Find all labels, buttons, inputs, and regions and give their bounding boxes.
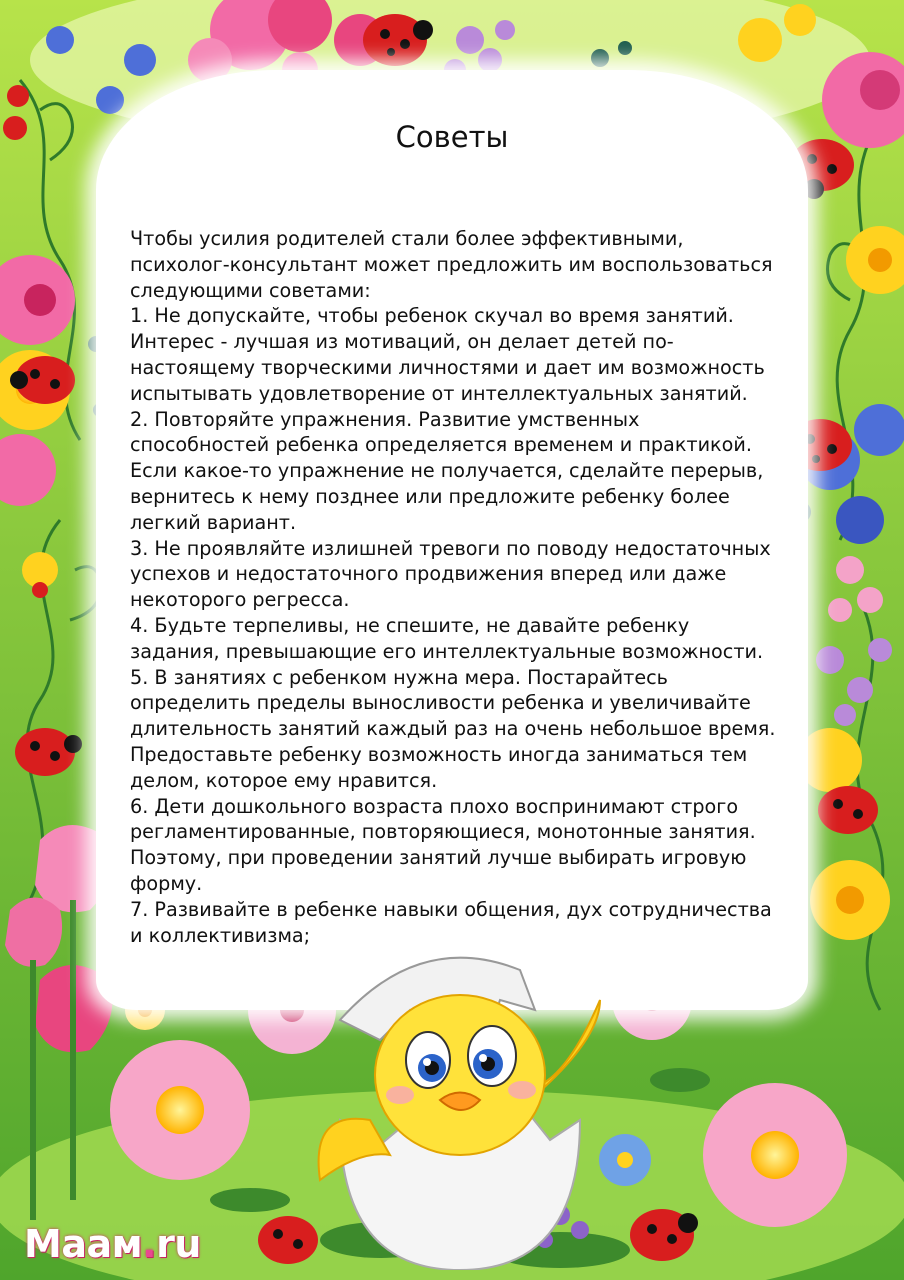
watermark-name: Маам: [24, 1222, 143, 1266]
page-title: Советы: [395, 120, 509, 154]
advice-item-2: 2. Повторяйте упражнения. Развитие умственных способностей ребенка определяется временем и практикой. Если какое-то упражнение не получается, сделайте перерыв, вернитесь к нему позднее или предложите ребенку более легкий вариант.: [130, 407, 764, 534]
advice-item-3: 3. Не проявляйте излишней тревоги по поводу недостаточных успехов и недостаточного продвижения вперед или даже некоторого регресса.: [130, 536, 771, 612]
advice-item-7: 7. Развивайте в ребенке навыки общения, дух сотрудничества и коллективизма;: [130, 897, 772, 947]
watermark-dot: .: [142, 1222, 157, 1266]
advice-item-5: 5. В занятиях с ребенком нужна мера. Постарайтесь определить пределы выносливости ребенка и увеличивайте длительность занятий каждый раз на очень небольшое время. Предоставьте ребенку возможность иногда заниматься тем делом, которое ему нравится.: [130, 665, 776, 792]
advice-text: [130, 226, 780, 948]
maam-watermark: [24, 1222, 201, 1266]
watermark-tld: ru: [156, 1222, 201, 1266]
intro-paragraph: Чтобы усилия родителей стали более эффективными, психолог-консультант может предложить им воспользоваться следующими советами:: [130, 227, 773, 302]
chick-in-egg-illustration: [300, 940, 620, 1270]
advice-item-1: 1. Не допускайте, чтобы ребенок скучал во время занятий. Интерес - лучшая из мотиваций, он делает детей по-настоящему творческими личностями и дает им возможность испытывать удовлетворение от интеллектуальных занятий.: [130, 304, 765, 405]
advice-item-4: 4. Будьте терпеливы, не спешите, не давайте ребенку задания, превышающие его интеллектуальные возможности.: [130, 613, 764, 663]
advice-item-6: 6. Дети дошкольного возраста плохо воспринимают строго регламентированные, повторяющиеся, монотонные занятия. Поэтому, при проведении занятий лучше выбирать игровую форму.: [130, 794, 756, 895]
